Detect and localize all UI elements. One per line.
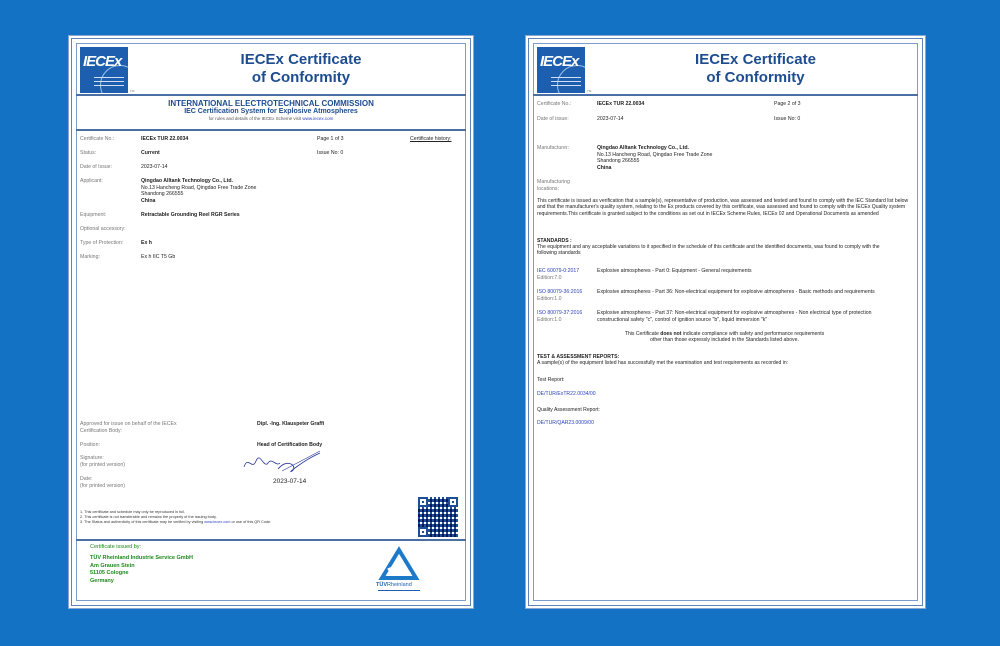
page-number: Page 2 of 3 [774, 101, 801, 107]
qa-report-link[interactable]: DE/TUR/QAR23.0009/00 [537, 420, 594, 426]
compliance-disclaimer: This Certificate does not indicate compliance with safety and performance requirements other than those expressly included in the Standards listed above. [624, 331, 825, 344]
certificate-no-label: Certificate No.: [537, 101, 572, 107]
approved-label: Approved for issue on behalf of the IECEx Certification Body: [80, 421, 177, 434]
standard-code-link[interactable]: IEC 60079-0:2017 [537, 268, 580, 274]
manufacturing-locations-label: Manufacturing locations: [537, 179, 570, 192]
issue-no: Issue No: 0 [317, 150, 344, 156]
iecex-logo-icon: IECEx [537, 47, 585, 93]
qa-report-label: Quality Assessment Report: [537, 407, 600, 413]
issue-no: Issue No: 0 [774, 116, 801, 122]
status-value: Current [141, 150, 160, 156]
applicant-block: Qingdao Alltank Technology Co., Ltd. No.13 Hancheng Road, Qingdao Free Trade Zone Shandong 266555 China [141, 178, 257, 204]
position-label: Position: [80, 442, 100, 448]
date-of-issue: 2023-07-14 [141, 164, 168, 170]
tuv-logo-text: TÜVRheinland [376, 582, 412, 588]
date-of-issue-label: Date of issue: [537, 116, 569, 122]
header-divider [533, 94, 918, 96]
certificate-history-link[interactable]: Certificate history: [410, 136, 452, 142]
signature-icon [242, 449, 322, 475]
iec-divider [76, 129, 466, 131]
date-of-issue: 2023-07-14 [597, 116, 624, 122]
type-of-protection-label: Type of Protection: [80, 240, 124, 246]
footer-divider [76, 539, 466, 541]
header-divider [76, 94, 466, 96]
trademark-mark: TM [130, 89, 135, 93]
optional-accessory-label: Optional accessory: [80, 226, 126, 232]
date-of-issue-label: Date of Issue: [80, 164, 113, 170]
qr-code-icon[interactable] [418, 497, 458, 537]
type-of-protection: Ex h [141, 240, 152, 246]
reports-intro: A sample(s) of the equipment listed has successfully met the examination and test requirements as recorded in: [537, 360, 789, 366]
iecex-website-link[interactable]: www.iecex.com [302, 116, 334, 121]
standard-code-link[interactable]: ISO 80079-37:2016 [537, 310, 583, 316]
certificate-title: IECEx Certificate of Conformity [695, 51, 816, 86]
date-printed-label: Date: (for printed version) [80, 476, 125, 489]
certificate-title: IECEx Certificate of Conformity [240, 51, 362, 86]
signature-label: Signature: (for printed version) [80, 455, 125, 468]
certificate-no: IECEx TUR 22.0034 [141, 136, 189, 142]
certificate-notes: 1. This certificate and schedule may only be reproduced in full. 2. This certificate is not transferable and remains the property of the issuing body. 3. The Status and authenticity of this certificate may be verified by visiting www.iecex.com or use of this QR Code. [80, 510, 272, 524]
certificate-page-1 [71, 38, 471, 606]
certificate-page-2: IECEx TM IECEx Certificate of Conformity Certificate No.: IECEx TUR 22.0034 Page 2 of 3 Date of issue: 2023-07-14 Issue No: 0 Manufacturer: Qingdao Alltank Technology Co., Ltd. No.13 Hancheng Road, Qingdao Free Trade Zone Shandong 266555 China Manufacturing locations: This certificate is issued as verification that a sample(s), representative of production, was assessed and tested and found to comply with the IEC Standard list below and that the manufacturer's quality system, relating to the Ex products covered by this certificate, was assessed and found to comply with the IECEx Quality system requirements.This certificate is granted subject to the conditions as set out in IECEx Scheme Rules, IECEx 02 and Operational Documents as amended STANDARDS : The equipment and any acceptable variations to it specified in the schedule of this certificate and the identified documents, was found to comply with the following standards IEC 60079-0:2017 Edition:7.0 Explosive atmospheres - Part 0: Equipment - General requirements ISO 80079-36:2016 Edition:1.0 Explosive atmospheres - Part 36: Non-electrical equipment for explosive atmospheres - Basic methods and requirements ISO 80079-37:2016 Edition:1.0 Explosive atmospheres - Part 37: Non-electrical equipment for explosive atmospheres - Non electrical type of protection constructional safety "c", control of ignition source "b", liquid immersion "k" This Certificate does not indicate compliance with safety and performance requirements other than those expressly included in the Standards listed above. TEST & ASSESSMENT REPORTS: A sample(s) of the equipment listed has successfully met the examination and test requirements as recorded in: Test Report: DE/TUR/ExTR22.0034/00 Quality Assessment Report: DE/TUR/QAR23.0009/00 [528, 38, 923, 606]
marking-label: Marking: [80, 254, 100, 260]
iec-header: INTERNATIONAL ELECTROTECHNICAL COMMISSION IEC Certification System for Explosive Atmospheres for rules and details of the IECEx Scheme visit www.iecex.com [168, 99, 374, 121]
status-label: Status: [80, 150, 97, 156]
certificate-no: IECEx TUR 22.0034 [597, 101, 645, 107]
standards-intro: The equipment and any acceptable variations to it specified in the schedule of this certificate and the identified documents, was found to comply with the following standards [537, 244, 880, 257]
signature-date: 2023-07-14 [273, 478, 307, 485]
certificate-no-label: Certificate No.: [80, 136, 115, 142]
test-report-label: Test Report: [537, 377, 565, 383]
trademark-mark: TM [587, 89, 592, 93]
approver-name: Dipl. -Ing. Klauspeter Graffi [257, 421, 325, 427]
equipment-label: Equipment: [80, 212, 107, 218]
reports-heading: TEST & ASSESSMENT REPORTS: [537, 354, 620, 360]
position-value: Head of Certification Body [257, 442, 323, 448]
page-number: Page 1 of 3 [317, 136, 344, 142]
issuer-block: Certificate issued by: TÜV Rheinland Industrie Service GmbH Am Grauen Stein 51105 Cologne Germany [90, 544, 193, 584]
applicant-label: Applicant: [80, 178, 103, 184]
marking-value: Ex h IIC T5 Gb [141, 254, 176, 260]
standard-code-link[interactable]: ISO 80079-36:2016 [537, 289, 583, 295]
standards-heading: STANDARDS : [537, 238, 572, 244]
manufacturer-label: Manufacturer: [537, 145, 570, 151]
test-report-link[interactable]: DE/TUR/ExTR22.0034/00 [537, 391, 596, 397]
iecex-verify-link[interactable]: www.iecex.com [204, 520, 231, 524]
equipment-value: Retractable Grounding Reel RGR Series [141, 212, 240, 218]
tuv-logo-underline [378, 590, 420, 591]
manufacturer-block: Qingdao Alltank Technology Co., Ltd. No.13 Hancheng Road, Qingdao Free Trade Zone Shandong 266555 China [597, 145, 713, 171]
certificate-statement: This certificate is issued as verification that a sample(s), representative of production, was assessed and tested and found to comply with the IEC Standard list below and that the manufacturer's quality system, relating to the Ex products covered by this certificate, was assessed and found to comply with the IECEx Quality system requirements.This certificate is granted subject to the conditions as set out in IECEx Scheme Rules, IECEx 02 and Operational Documents as amended [537, 198, 909, 217]
iecex-logo-icon: IECEx [80, 47, 128, 93]
